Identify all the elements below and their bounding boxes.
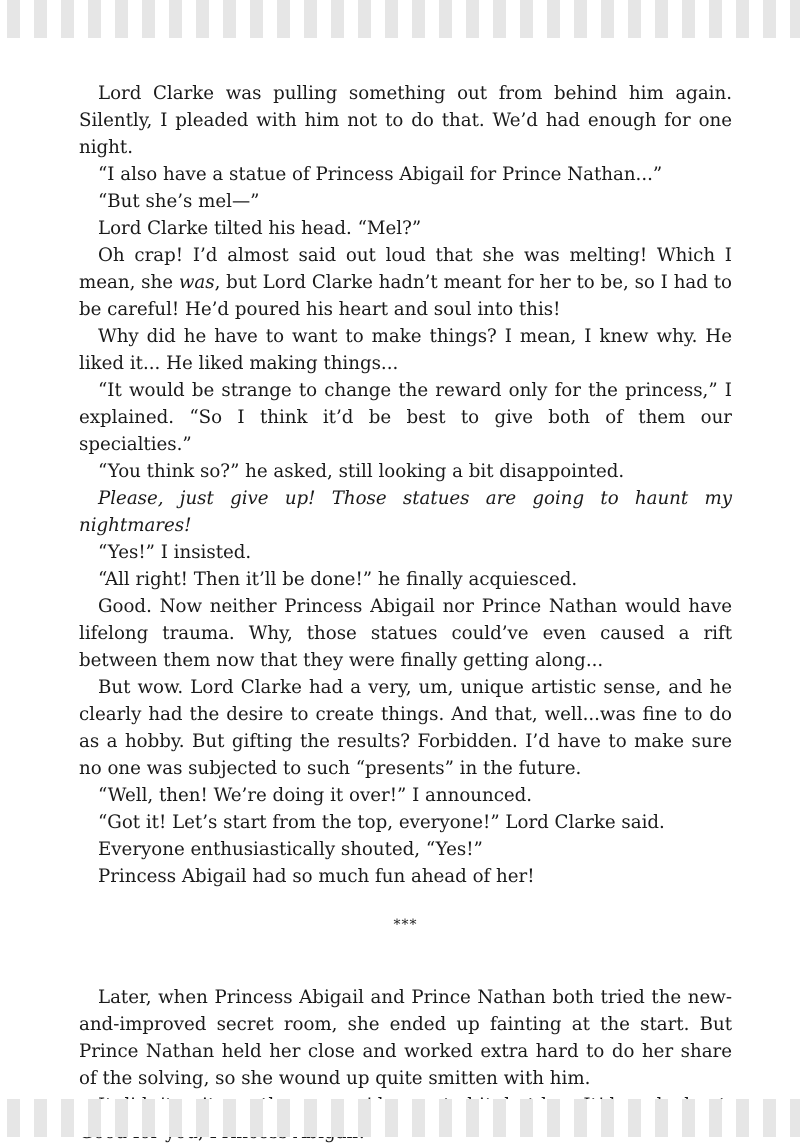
scene-break: *** — [393, 917, 418, 933]
italic-thought: Please, just give up! Those statues are going to haunt my nightmares! — [79, 488, 732, 536]
page-text — [79, 80, 732, 1146]
paragraph-text: , but Lord Clarke hadn’t meant for her to be, so I had to be careful! He’d poured his heart and soul into this! — [79, 272, 732, 320]
paragraph: “But she’s mel—” — [98, 191, 260, 212]
paragraph: “All right! Then it’ll be done!” he finally acquiesced. — [98, 569, 578, 590]
paragraph: Everyone enthusiastically shouted, “Yes!” — [98, 839, 483, 860]
paragraph: “It would be strange to change the reward only for the princess,” I explained. “So I think it’d be best to give both of them our specialties.” — [79, 380, 732, 455]
paragraph: Later, when Princess Abigail and Prince Nathan both tried the new-and-improved secret room, she ended up fainting at the start. But Prince Nathan held her close and worked extra hard to do her share of the solving, so she wound up quite smitten with him. — [79, 987, 732, 1089]
bottom-stripe-border — [0, 1099, 800, 1137]
paragraph — [79, 242, 732, 323]
paragraph — [79, 485, 732, 539]
paragraph: But wow. Lord Clarke had a very, um, unique artistic sense, and he clearly had the desire to create things. And that, well...was fine to do as a hobby. But gifting the results? Forbidden. I’d have to make sure no one was subjected to such “presents” in the future. — [79, 677, 732, 779]
paragraph: “Yes!” I insisted. — [98, 542, 252, 563]
paragraph: “Well, then! We’re doing it over!” I announced. — [98, 785, 533, 806]
paragraph: “I also have a statue of Princess Abigail for Prince Nathan...” — [98, 164, 663, 185]
emphasis-text: was — [178, 272, 215, 293]
paragraph: “Got it! Let’s start from the top, everyone!” Lord Clarke said. — [98, 812, 665, 833]
top-stripe-border — [0, 0, 800, 38]
paragraph: Lord Clarke tilted his head. “Mel?” — [98, 218, 422, 239]
paragraph: “You think so?” he asked, still looking a bit disappointed. — [98, 461, 625, 482]
paragraph-text: Oh crap! I’d almost said out loud that she was melting! Which I mean, she — [79, 245, 732, 293]
paragraph: Why did he have to want to make things? I mean, I knew why. He liked it... He liked making things... — [79, 326, 732, 374]
paragraph: Good. Now neither Princess Abigail nor Prince Nathan would have lifelong trauma. Why, those statues could’ve even caused a rift between them now that they were finally getting along... — [79, 596, 732, 671]
paragraph: Lord Clarke was pulling something out from behind him again. Silently, I pleaded with him not to do that. We’d had enough for one night. — [79, 83, 732, 158]
paragraph: Princess Abigail had so much fun ahead of her! — [98, 866, 535, 887]
